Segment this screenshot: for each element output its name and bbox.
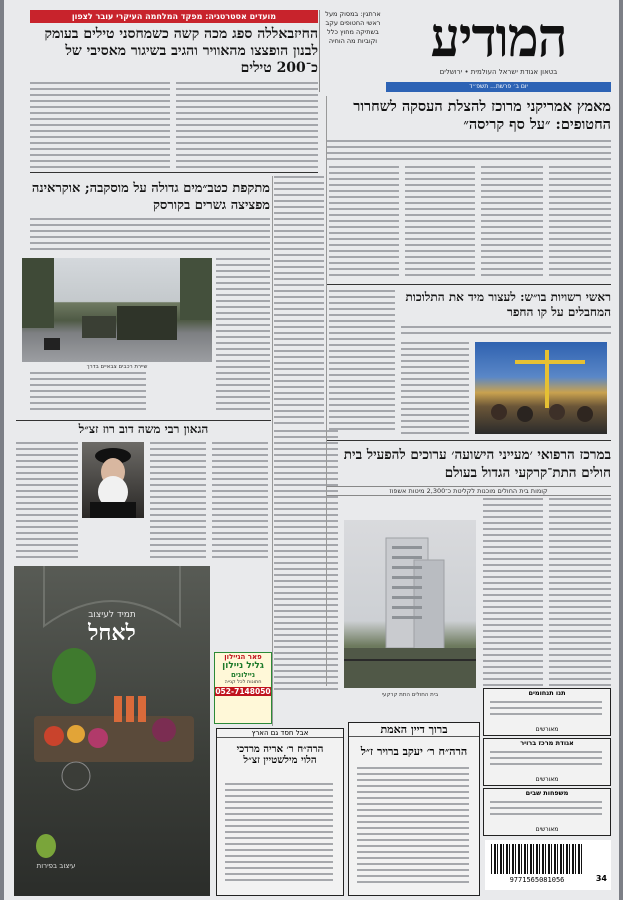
hostage-story-body-2 [481,166,543,278]
obituary-body-1 [16,442,78,560]
masthead-logo: המודיע [430,5,567,70]
hospital-building-illustration [344,520,476,688]
moscow-story-caption: שיירת רכבים צבאיים בדרך [86,364,148,370]
ad-brand: עיצוב בפירות [36,862,76,870]
top-red-label [30,10,318,23]
military-vehicles-illustration [22,258,212,362]
small-notice-2-body: מאורשים [535,776,559,783]
hostage-story-lead [326,140,611,162]
flowers-line3: ניילונים [230,671,256,679]
obituary-headline: הגאון רבי משה דוב רוז זצ״ל [16,420,271,437]
page-number: 34 [595,874,607,883]
masthead-tagline: בטאון אגודת ישראל העולמית • ירושלים [439,68,558,76]
top-story-body-1 [30,82,170,168]
obituary-body-2 [150,442,206,560]
medical-story-headline: במרכז הרפואי ׳מעייני הישועה׳ ערוכים להפעיל בית חולים התת־קרקעי הגדול בעולם [343,447,611,481]
small-notice-1-lines [490,701,602,717]
moscow-story-headline: מתקפת כטב״מים גדולה על מוסקבה; אוקראינה מפציצה גשרים בקורסק [31,181,270,213]
top-story-divider [30,172,318,173]
notice-left-name: הרה״ח ר׳ אריה מרדכי [236,744,324,755]
mayors-story-photo [475,342,607,434]
masthead [386,5,611,92]
flowers-phone: 052-7148050 [215,687,271,696]
barcode-bars [491,844,583,874]
mayors-story-lead [401,326,611,336]
moscow-story-body-1 [30,372,146,412]
small-notice-1 [483,688,611,736]
notice-left-body [225,783,333,883]
small-notice-2-title: אגודת מרכז ברויר [520,739,574,747]
hostage-story-body-4 [329,166,399,278]
small-notice-3-title: משפחות שבים [525,789,569,797]
column-divider-2 [272,176,273,726]
obituary-body-3 [212,442,268,560]
ad-title: לאחל [88,620,136,646]
medical-story-body-1 [549,498,611,688]
small-notice-3-lines [490,801,602,817]
center-column-upper [274,176,324,426]
main-advertisement [14,566,210,896]
masthead-side-note: ארתגין: במסוק מעל ראשי החטופים עקב בשתיקה מחוץ כלל וקוביות מה הוחיה [319,10,383,92]
date-text: יום ב׳ פרשת... תשפ״ד [469,83,528,90]
hostage-story-body-1 [549,166,611,278]
newspaper-page [4,0,619,900]
notice-right-name: הרה״ח ר׳ יעקב ברויר ז״ל [360,745,468,758]
flowers-line1: פאר הגיילון [224,653,262,661]
top-story-body-2 [176,82,318,168]
top-story-headline: החיזבאללה ספג מכה קשה כשמחסני טילים בעומק לבנון הופצצו מהאוויר והגיב בשיגור מאסיבי של כ־200 טילים [44,26,318,76]
notice-right [348,722,480,896]
hostage-story-headline: מאמץ אמריקני מרוכז להצלת העסקה לשחרור החטופים: ״על סף קריסה״ [353,98,611,133]
flowers-line4: חתונות לכל קנייה [224,679,262,685]
ad-kicker: תמיד לעיצוב [88,610,136,620]
notice-right-body [357,767,469,885]
mayors-story-body-2 [329,290,395,434]
flowers-advertisement [214,652,272,724]
moscow-story-side [216,258,270,412]
medical-story-photo [344,520,476,688]
mayors-story-headline: ראשי רשויות בו״ש: לעצור מיד את התלוכות המחבלים על קו החפר [405,290,611,319]
barcode-number: 9771565081056 [509,876,565,884]
notice-left-header: אבל חסד גם הארץ [217,729,343,738]
rabbi-portrait [82,442,144,518]
moscow-story-photo [22,258,212,362]
barcode-area [485,840,611,890]
moscow-story-intro [30,218,270,254]
notice-right-header: ברוך דיין האמת [349,723,479,737]
notice-left-surname: הלוי מילשטיין זצ״ל [243,755,317,766]
mayors-story-body-1 [401,342,469,434]
hostage-story-body-3 [405,166,475,278]
masthead-date-strip [386,82,611,92]
small-notice-1-title: תנו תנחומים [528,689,566,697]
construction-crowd-illustration [475,342,607,434]
medical-story-body-3 [274,430,338,690]
notice-left [216,728,344,896]
mayors-story-divider [326,440,611,441]
rabbi-portrait-illustration [82,442,144,518]
hostage-story-divider [326,284,611,285]
small-notice-3-body: מאורשים [535,826,559,833]
small-notice-2 [483,738,611,786]
small-notice-1-body: מאורשים [535,726,559,733]
column-divider-1 [326,96,327,686]
medical-story-subhead: קומות בית החולים מוכנות לקליטת כ־2,300 מיטות אשפוז [326,486,611,496]
flowers-line2: גליל ניילון [222,661,264,671]
medical-story-body-2 [483,498,543,688]
medical-story-caption: בית החולים התת קרקעי [381,692,439,698]
top-red-label-text: מועדים אסטרטגיה: מפקד המלחמה העיקרי עובר לצפון [71,12,277,21]
ad-fruit-illustration [14,566,210,896]
small-notice-2-lines [490,751,602,767]
small-notice-3 [483,788,611,836]
